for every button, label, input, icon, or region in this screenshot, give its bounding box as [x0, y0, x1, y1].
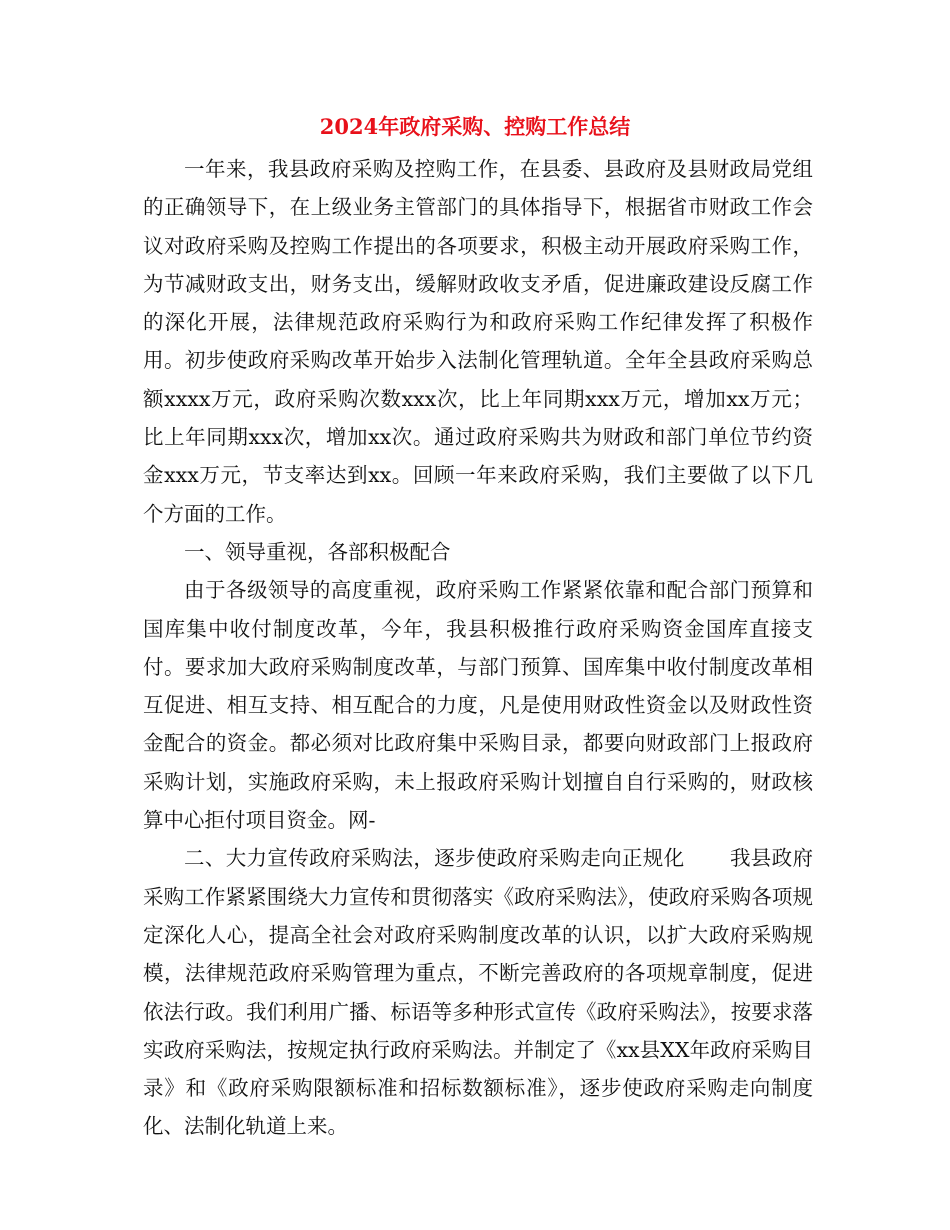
- document-body: [143, 150, 813, 1146]
- paragraph-intro: 一年来，我县政府采购及控购工作，在县委、县政府及县财政局党组的正确领导下，在上级业务主管部门的具体指导下，根据省市财政工作会议对政府采购及控购工作提出的各项要求，积极主动开展政府采购工作，为节减财政支出，财务支出，缓解财政收支矛盾，促进廉政建设反腐工作的深化开展，法律规范政府采购行为和政府采购工作纪律发挥了积极作用。初步使政府采购改革开始步入法制化管理轨道。全年全县政府采购总额xxxx万元，政府采购次数xxx次，比上年同期xxx万元，增加xx万元；比上年同期xxx次，增加xx次。通过政府采购共为财政和部门单位节约资金xxx万元，节支率达到xx。回顾一年来政府采购，我们主要做了以下几个方面的工作。: [143, 157, 813, 526]
- section-2-body: 我县政府采购工作紧紧围绕大力宣传和贯彻落实《政府采购法》，使政府采购各项规定深化人心，提高全社会对政府采购制度改革的认识，以扩大政府采购规模，法律规范政府采购管理为重点，不断完善政府的各项规章制度，促进依法行政。我们利用广播、标语等多种形式宣传《政府采购法》，按要求落实政府采购法，按规定执行政府采购法。并制定了《xx县XX年政府采购目录》和《政府采购限额标准和招标数额标准》，逐步使政府采购走向制度化、法制化轨道上来。: [143, 846, 814, 1139]
- paragraph-section-1: 由于各级领导的高度重视，政府采购工作紧紧依靠和配合部门预算和国库集中收付制度改革，今年，我县积极推行政府采购资金国库直接支付。要求加大政府采购制度改革，与部门预算、国库集中收付制度改革相互促进、相互支持、相互配合的力度，凡是使用财政性资金以及财政性资金配合的资金。都必须对比政府集中采购目录，都要向财政部门上报政府采购计划，实施政府采购，未上报政府采购计划擅自自行采购的，财政核算中心拒付项目资金。网-: [143, 578, 813, 833]
- section-heading-2: 二、大力宣传政府采购法，逐步使政府采购走向正规化: [184, 846, 685, 871]
- section-heading-1: 一、领导重视，各部积极配合: [184, 539, 451, 564]
- document-title: 2024年政府采购、控购工作总结: [319, 114, 631, 139]
- paragraph-section-2: [143, 839, 813, 1145]
